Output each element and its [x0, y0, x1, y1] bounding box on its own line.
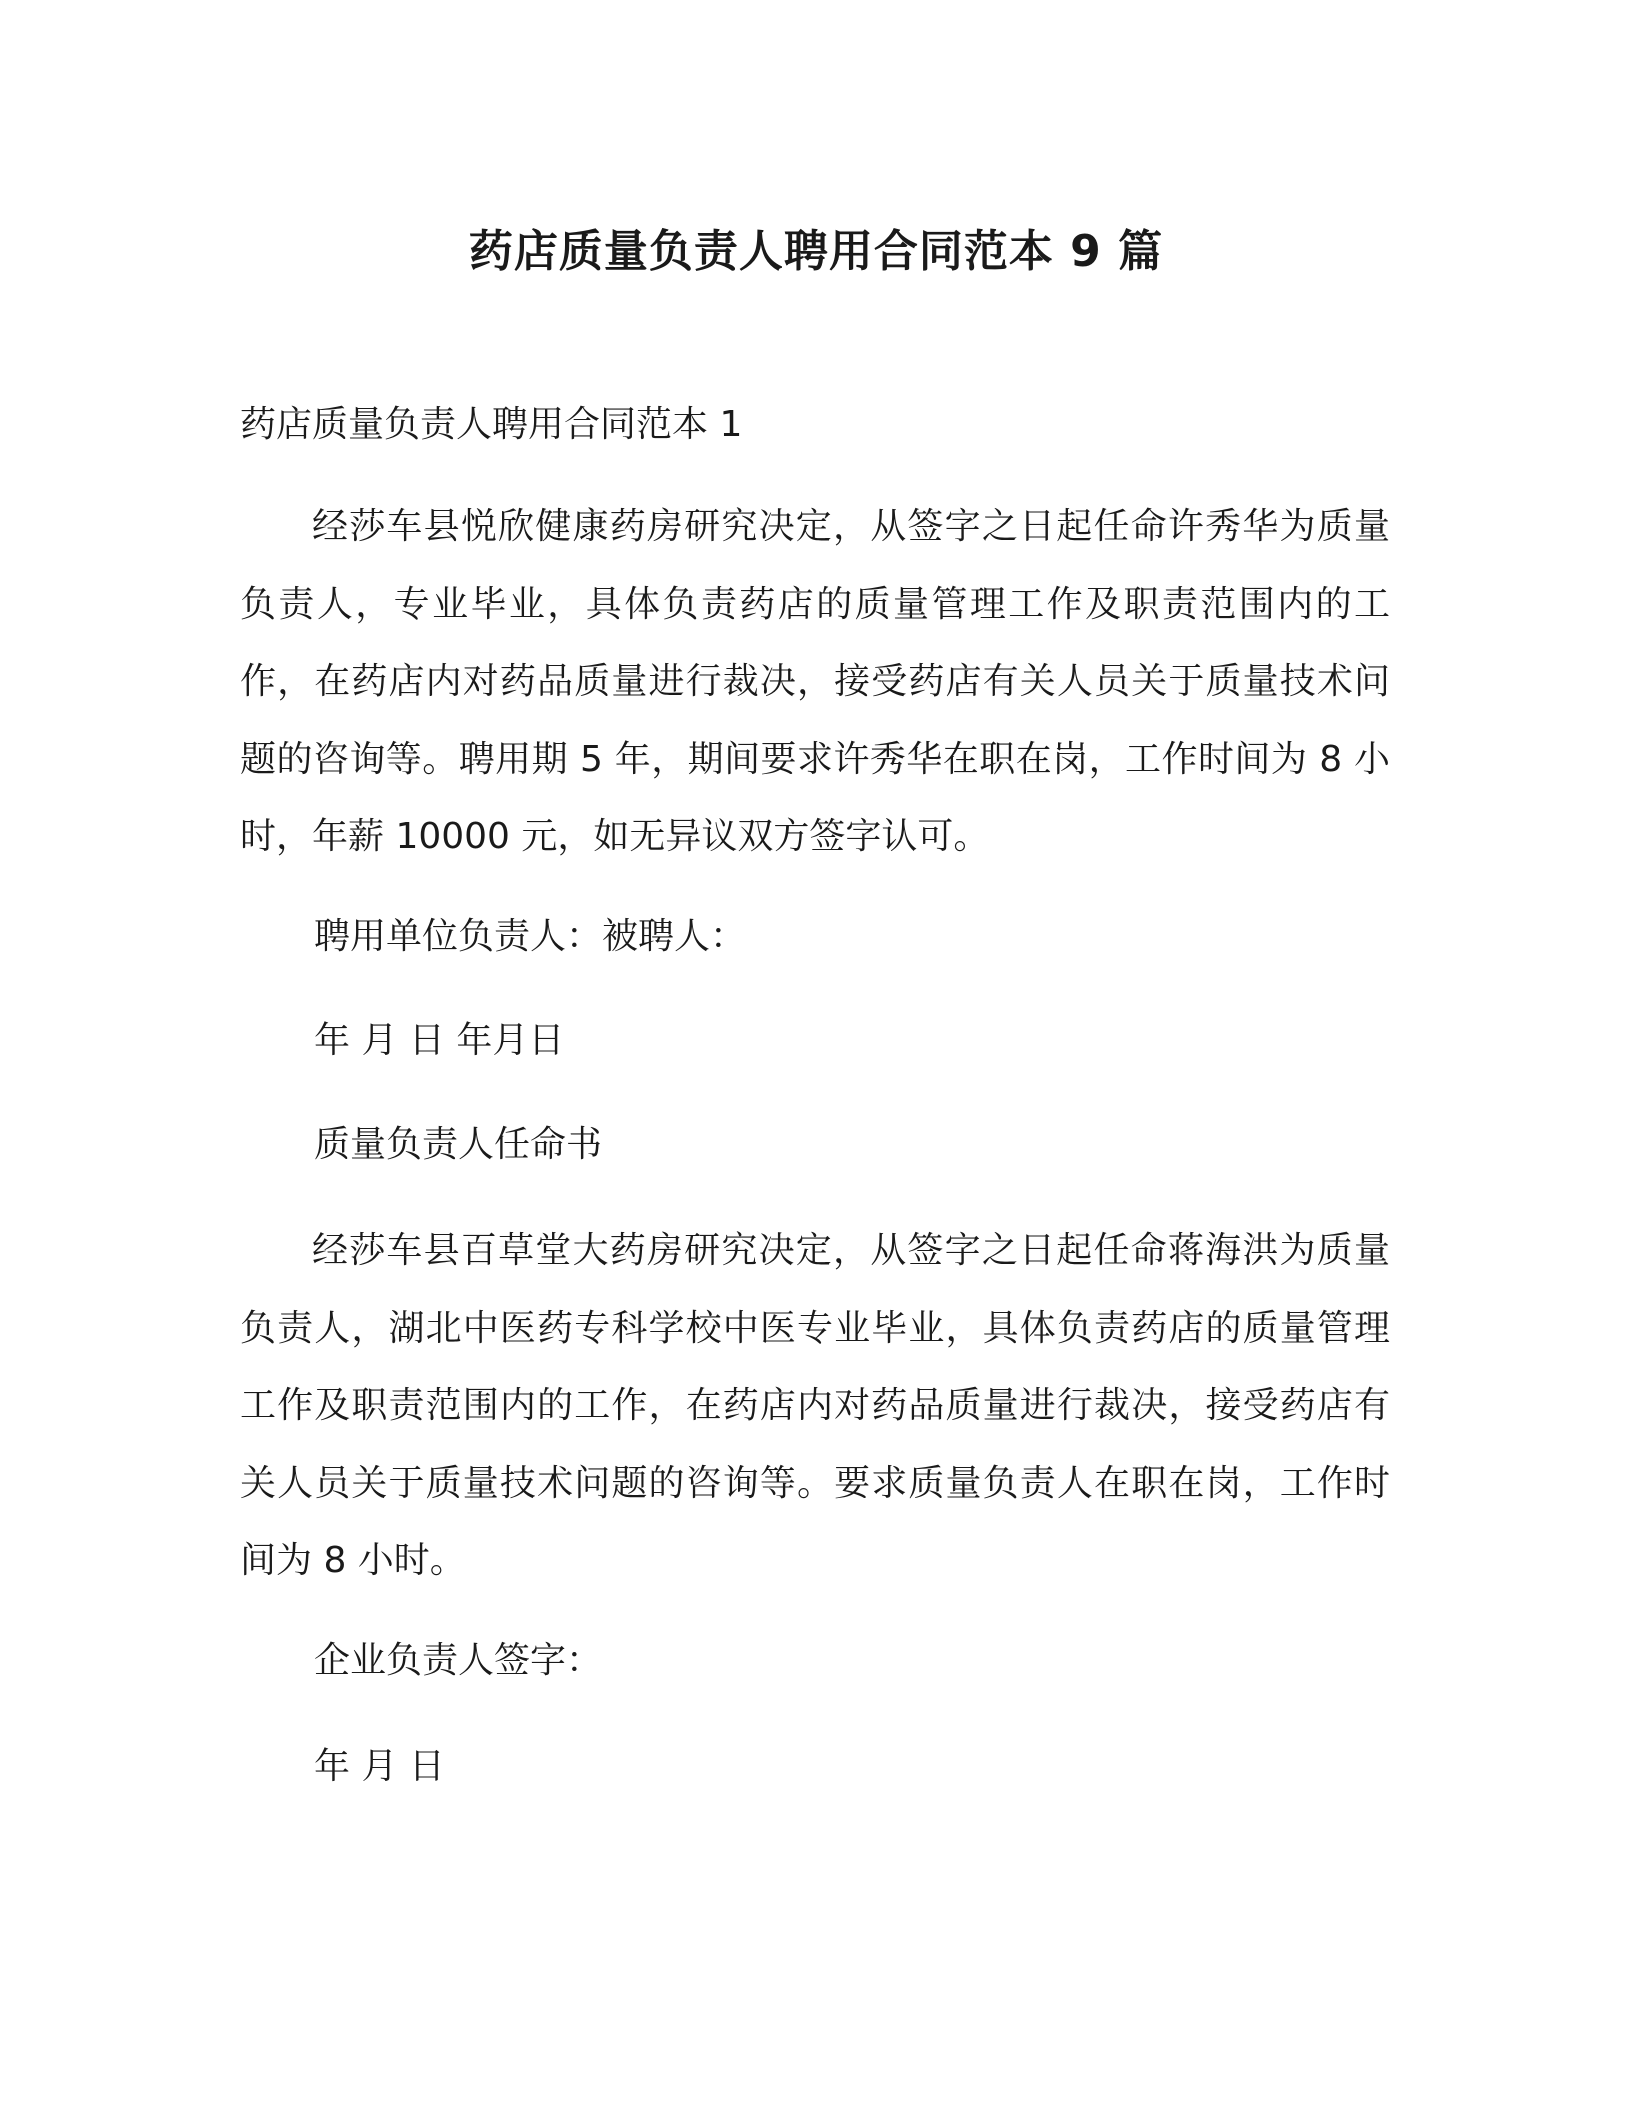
- appointment-paragraph: 经莎车县百草堂大药房研究决定，从签字之日起任命蒋海洪为质量负责人，湖北中医药专科学校中医专业毕业，具体负责药店的质量管理工作及职责范围内的工作，在药店内对药品质量进行裁决，接受药店有关人员关于质量技术问题的咨询等。要求质量负责人在职在岗，工作时间为 8 小时。: [240, 1230, 1390, 1581]
- section-heading: 药店质量负责人聘用合同范本 1: [240, 404, 743, 445]
- document-title: 药店质量负责人聘用合同范本 9 篇: [468, 226, 1164, 277]
- date-line: 年 月 日 年月日: [314, 1020, 565, 1061]
- signature-line: 聘用单位负责人：被聘人：: [314, 916, 747, 957]
- enterprise-signature-line: 企业负责人签字：: [314, 1640, 603, 1681]
- appointment-heading: 质量负责人任命书: [314, 1124, 603, 1165]
- enterprise-date-line: 年 月 日: [314, 1746, 445, 1787]
- contract-paragraph: 经莎车县悦欣健康药房研究决定，从签字之日起任命许秀华为质量负责人，专业毕业，具体负责药店的质量管理工作及职责范围内的工作，在药店内对药品质量进行裁决，接受药店有关人员关于质量技术问题的咨询等。聘用期 5 年，期间要求许秀华在职在岗，工作时间为 8 小时，年薪 10000 元，如无异议双方签字认可。: [240, 506, 1390, 857]
